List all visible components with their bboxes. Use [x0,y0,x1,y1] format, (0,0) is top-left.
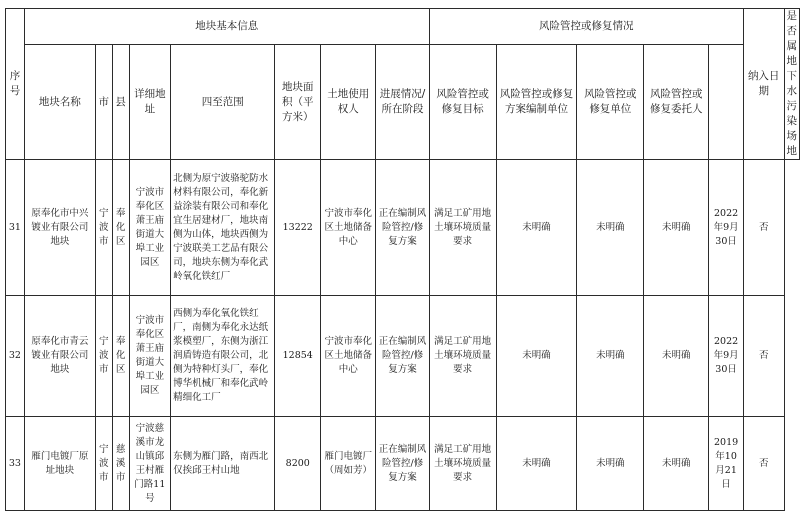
header-group-basic-info: 地块基本信息 [24,9,429,45]
cell-executor: 未明确 [577,160,644,296]
cell-client: 未明确 [644,296,709,417]
cell-site-name: 雁门电镀厂原址地块 [24,417,95,511]
cell-index: 33 [6,417,25,511]
cell-area: 13222 [275,160,321,296]
cell-city: 宁波市 [95,296,112,417]
cell-city: 宁波市 [95,160,112,296]
site-table-container [5,8,800,511]
cell-executor: 未明确 [577,296,644,417]
cell-date: 2022年9月30日 [709,296,744,417]
header-city: 市 [95,45,112,160]
cell-county: 奉化区 [112,160,129,296]
cell-county: 慈溪市 [112,417,129,511]
cell-boundary: 北侧为原宁波骆驼防水材料有限公司，奉化新益涂装有限公司和奉化宜生居建材厂，地块南侧为山体，地块西侧为宁波联美工艺品有限公司，地块东侧为奉化武岭氧化铁红厂 [171,160,275,296]
cell-address: 宁波市奉化区萧王庙街道大埠工业园区 [129,160,170,296]
header-executor: 风险管控或修复单位 [577,45,644,160]
header-target: 风险管控或修复目标 [429,45,496,160]
header-address: 详细地址 [129,45,170,160]
cell-area: 8200 [275,417,321,511]
cell-county: 奉化区 [112,296,129,417]
header-planner: 风险管控或修复方案编制单位 [496,45,577,160]
contaminated-site-table [5,8,800,511]
header-client: 风险管控或修复委托人 [644,45,709,160]
header-area: 地块面积（平方米） [275,45,321,160]
cell-progress: 正在编制风险管控/修复方案 [376,296,429,417]
header-county: 县 [112,45,129,160]
cell-progress: 正在编制风险管控/修复方案 [376,417,429,511]
header-owner: 土地使用权人 [321,45,376,160]
cell-client: 未明确 [644,160,709,296]
cell-groundwater: 否 [743,296,784,417]
cell-planner: 未明确 [496,417,577,511]
cell-owner: 宁波市奉化区土地储备中心 [321,296,376,417]
table-row [6,160,800,296]
cell-planner: 未明确 [496,160,577,296]
cell-date: 2019年10月21日 [709,417,744,511]
header-index: 序号 [6,9,25,160]
cell-groundwater: 否 [743,417,784,511]
cell-area: 12854 [275,296,321,417]
cell-client: 未明确 [644,417,709,511]
cell-date: 2022年9月30日 [709,160,744,296]
cell-index: 31 [6,160,25,296]
cell-progress: 正在编制风险管控/修复方案 [376,160,429,296]
cell-target: 满足工矿用地土壤环境质量要求 [429,160,496,296]
header-groundwater: 是否属地下水污染场地 [784,9,800,160]
table-body [6,160,800,511]
cell-groundwater: 否 [743,160,784,296]
header-boundary: 四至范围 [171,45,275,160]
cell-address: 宁波市奉化区萧王庙街道大埠工业园区 [129,296,170,417]
cell-address: 宁波慈溪市龙山镇邱王村雁门路11号 [129,417,170,511]
cell-city: 宁波市 [95,417,112,511]
header-site-name: 地块名称 [24,45,95,160]
cell-executor: 未明确 [577,417,644,511]
cell-planner: 未明确 [496,296,577,417]
cell-site-name: 原奉化市中兴镀业有限公司地块 [24,160,95,296]
table-row [6,296,800,417]
cell-boundary: 西侧为奉化氧化铁红厂，南侧为奉化永达纸浆模塑厂，东侧为浙江润盾铸造有限公司，北侧为特种灯头厂，奉化博华机械厂和奉化武岭精细化工厂 [171,296,275,417]
header-date: 纳入日期 [743,9,784,160]
header-progress: 进展情况/所在阶段 [376,45,429,160]
cell-index: 32 [6,296,25,417]
cell-boundary: 东侧为雁门路，南西北仅挨邱王村山地 [171,417,275,511]
table-row [6,417,800,511]
cell-owner: 宁波市奉化区土地储备中心 [321,160,376,296]
cell-target: 满足工矿用地土壤环境质量要求 [429,296,496,417]
cell-target: 满足工矿用地土壤环境质量要求 [429,417,496,511]
header-group-risk-control: 风险管控或修复情况 [429,9,743,45]
cell-owner: 雁门电镀厂（周如芳） [321,417,376,511]
table-header [6,9,800,160]
cell-site-name: 原奉化市青云镀业有限公司地块 [24,296,95,417]
